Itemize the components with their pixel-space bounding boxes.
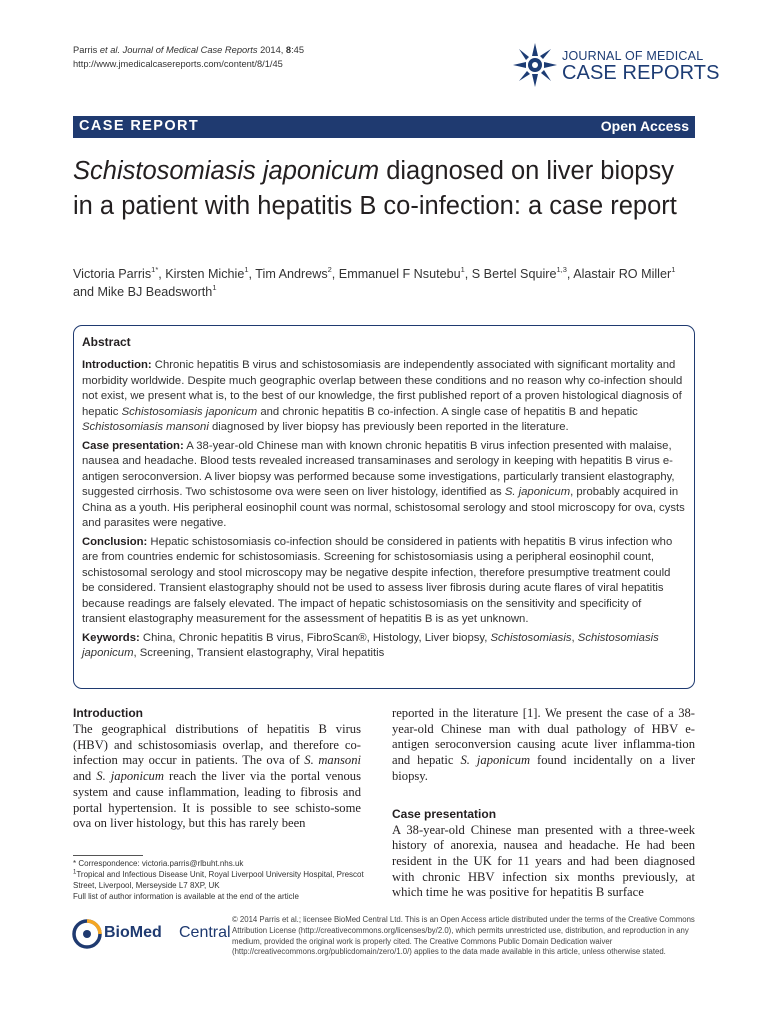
- citation-journal: et al. Journal of Medical Case Reports: [99, 45, 258, 55]
- abstract-italic: Schistosomiasis mansoni: [82, 421, 209, 433]
- author-name: Alastair RO Miller: [573, 267, 672, 281]
- footnote-divider: [73, 855, 143, 856]
- abstract-text: Hepatic schistosomiasis co-infection should be considered in patients with hepatitis B virus infection who are from countries endemic for schistosomiasis. Screening for schistosomiasis using a peripheral eosinophil count, schistosomal serology and stool microscopy may be negative despite infection, therefore presumptive treatment could be considered. Transient elastography should not be used to assess liver fibrosis during acute flares of viral hepatitis because readings are falsely elevated. The impact of hepatic schistosomiasis on the sensitivity and specificity of transient elastography measurement for the assessment of hepatitis B is as yet unknown.: [82, 535, 673, 625]
- title-italic: Schistosomiasis japonicum: [73, 157, 380, 185]
- abstract-body: [82, 358, 686, 665]
- abstract-conclusion: [82, 535, 686, 628]
- abstract-text: ,: [571, 631, 578, 644]
- title-rest: diagnosed on liver biopsy in a patient with hepatitis B co-infection: a case report: [73, 157, 677, 220]
- abstract-heading: Abstract: [82, 335, 131, 349]
- body-text: reported in the literature [1]. We present the case of a 38-year-old Chinese man with dual pathology of HBV e-antigen seroconversion causing acute liver inflamma-tion and hepatic: [392, 706, 695, 768]
- author-name: Emmanuel F Nsutebu: [338, 267, 461, 281]
- author: [255, 264, 339, 281]
- author-name: and Mike BJ Beadsworth: [73, 285, 213, 299]
- citation-volume: 8: [285, 45, 292, 55]
- publisher-name-bold: BioMed: [104, 924, 162, 941]
- citation-article: :45: [291, 45, 305, 55]
- citation-author: Parris: [73, 45, 100, 55]
- author-list: [73, 265, 698, 301]
- abstract-keywords: [82, 631, 686, 662]
- publisher-name-regular: Central: [179, 924, 231, 941]
- citation-header: [73, 43, 304, 71]
- biomed-central-logo-icon: [72, 919, 102, 949]
- author: [73, 264, 166, 281]
- article-url[interactable]: http://www.jmedicalcasereports.com/content/8/1/45: [73, 59, 283, 69]
- case-presentation-text: A 38-year-old Chinese man presented with a three-week history of anorexia, nausea and headache. He had been resident in the UK for 11 years and had been diagnosed with chronic HBV infection six months previously, at which time he was positive for hepatitis B surface: [392, 822, 695, 900]
- open-access-label: Open Access: [600, 118, 689, 134]
- author-separator: ,: [464, 267, 472, 281]
- journal-logo-line2: CASE REPORTS: [562, 62, 720, 84]
- abstract-box: [73, 325, 695, 689]
- author: [338, 264, 472, 281]
- author-name: S Bertel Squire: [471, 267, 557, 281]
- article-title: [73, 154, 698, 224]
- abstract-italic: S. japonicum: [504, 486, 571, 498]
- introduction-text: [73, 722, 361, 832]
- author: [471, 264, 574, 281]
- introduction-continued: [392, 706, 695, 785]
- author-affiliation: 1: [460, 264, 465, 274]
- journal-logo-line1: JOURNAL OF MEDICAL: [562, 49, 704, 63]
- author-separator: ,: [158, 267, 166, 281]
- abstract-label: Case presentation:: [82, 439, 184, 452]
- footnotes: [73, 858, 373, 902]
- author-affiliation: 1: [212, 282, 217, 292]
- case-presentation-heading: Case presentation: [392, 806, 497, 821]
- author: [165, 264, 256, 281]
- author-name: Kirsten Michie: [165, 267, 245, 281]
- right-column: [392, 706, 695, 901]
- author: [573, 264, 676, 281]
- abstract-label: Keywords:: [82, 631, 140, 644]
- abstract-italic: Schistosomiasis japonicum: [121, 405, 258, 418]
- body-text: found incidentally on a liver biopsy.: [392, 753, 696, 783]
- author-affiliation: 1: [244, 264, 249, 274]
- article-type-banner: [73, 116, 695, 138]
- abstract-text: Chronic hepatitis B virus and schistosomiasis are independently associated with significant mortality and morbidity worldwide. Despite much geographic overlap between these conditions and no reason why co-infection should not exist, we present what is, to the best of our knowledge, the first published report of a proven histological diagnosis of hepatic: [82, 359, 683, 418]
- author-affiliation: 1,3: [556, 264, 567, 274]
- body-italic: S. japonicum: [96, 769, 164, 784]
- abstract-label: Conclusion:: [82, 535, 148, 548]
- introduction-section: [73, 706, 361, 832]
- correspondence-note: * Correspondence: victoria.parris@rlbuht.nhs.uk: [73, 859, 244, 868]
- abstract-case-presentation: [82, 439, 686, 532]
- body-text: and: [73, 769, 97, 784]
- abstract-label: Introduction:: [82, 359, 152, 371]
- publisher-logo: [72, 919, 231, 947]
- citation-line: [73, 43, 304, 57]
- author-affiliation: 1*: [151, 264, 159, 274]
- citation-year: 2014,: [257, 45, 286, 55]
- abstract-text: , probably acquired in China as a youth. His peripheral eosinophil count was normal, schistosomal serology and stool microscopy for ova, cysts and parasites were negative.: [82, 486, 685, 529]
- affiliation-number: 1: [73, 869, 77, 876]
- abstract-italic: Schistosomiasis japonicum: [82, 631, 659, 659]
- introduction-heading: Introduction: [73, 706, 143, 720]
- abstract-introduction: [82, 358, 686, 436]
- author-separator: ,: [331, 267, 339, 281]
- author: [73, 282, 217, 299]
- journal-logo: [512, 42, 720, 88]
- affiliation-note: [73, 869, 373, 891]
- author-info-note: Full list of author information is available at the end of the article: [73, 892, 299, 901]
- body-text: The geographical distributions of hepatitis B virus (HBV) and schistosomiasis overlap, and therefore co-infection may occur in patients. The ova of: [73, 722, 361, 768]
- abstract-italic: Schistosomiasis: [490, 631, 572, 644]
- affiliation-text: Tropical and Infectious Disease Unit, Royal Liverpool University Hospital, Prescot Street, Liverpool, Merseyside L7 8XP, UK: [73, 870, 364, 890]
- abstract-text: China, Chronic hepatitis B virus, FibroScan®, Histology, Liver biopsy,: [139, 631, 491, 644]
- article-type-label: CASE REPORT: [79, 118, 200, 134]
- body-text: reach the liver via the portal venous system and cause inflammation, leading to fibrosis and portal hypertension. It is possible to see schisto-some ova on liver histology, but this has rarely been: [73, 769, 361, 831]
- abstract-text: diagnosed by liver biopsy has previously been reported in the literature.: [208, 421, 569, 433]
- author-name: Victoria Parris: [73, 267, 152, 281]
- body-italic: S. mansoni: [304, 753, 361, 768]
- abstract-text: A 38-year-old Chinese man with known chronic hepatitis B virus infection presented with malaise, nausea and headache. Blood tests revealed increased transaminases and serology in keeping with hepatitis B virus e-antigen seroconversion. A liver biopsy was performed because some investigations, particularly transient elastography, suggested cirrhosis. Two schistosome ova were seen on liver histology, identified as: [82, 439, 675, 498]
- abstract-text: , Screening, Transient elastography, Viral hepatitis: [133, 647, 385, 659]
- author-name: Tim Andrews: [255, 267, 328, 281]
- body-italic: S. japonicum: [460, 753, 531, 768]
- license-text: © 2014 Parris et al.; licensee BioMed Central Ltd. This is an Open Access article distributed under the terms of the Creative Commons Attribution License (http://creativecommons.org/licenses/by/2.0), which permits unrestricted use, distribution, and reproduction in any medium, provided the original work is properly cited. The Creative Commons Public Domain Dedication waiver (http://creativecommons.org/publicdomain/zero/1.0/) applies to the data made available in this article, unless otherwise stated.: [232, 915, 695, 957]
- star-burst-logo-icon: [512, 42, 558, 88]
- author-affiliation: 1: [671, 264, 676, 274]
- author-separator: ,: [248, 267, 256, 281]
- author-affiliation: 2: [327, 264, 332, 274]
- abstract-text: and chronic hepatitis B co-infection. A single case of hepatitis B and hepatic: [257, 405, 638, 418]
- author-separator: ,: [566, 267, 574, 281]
